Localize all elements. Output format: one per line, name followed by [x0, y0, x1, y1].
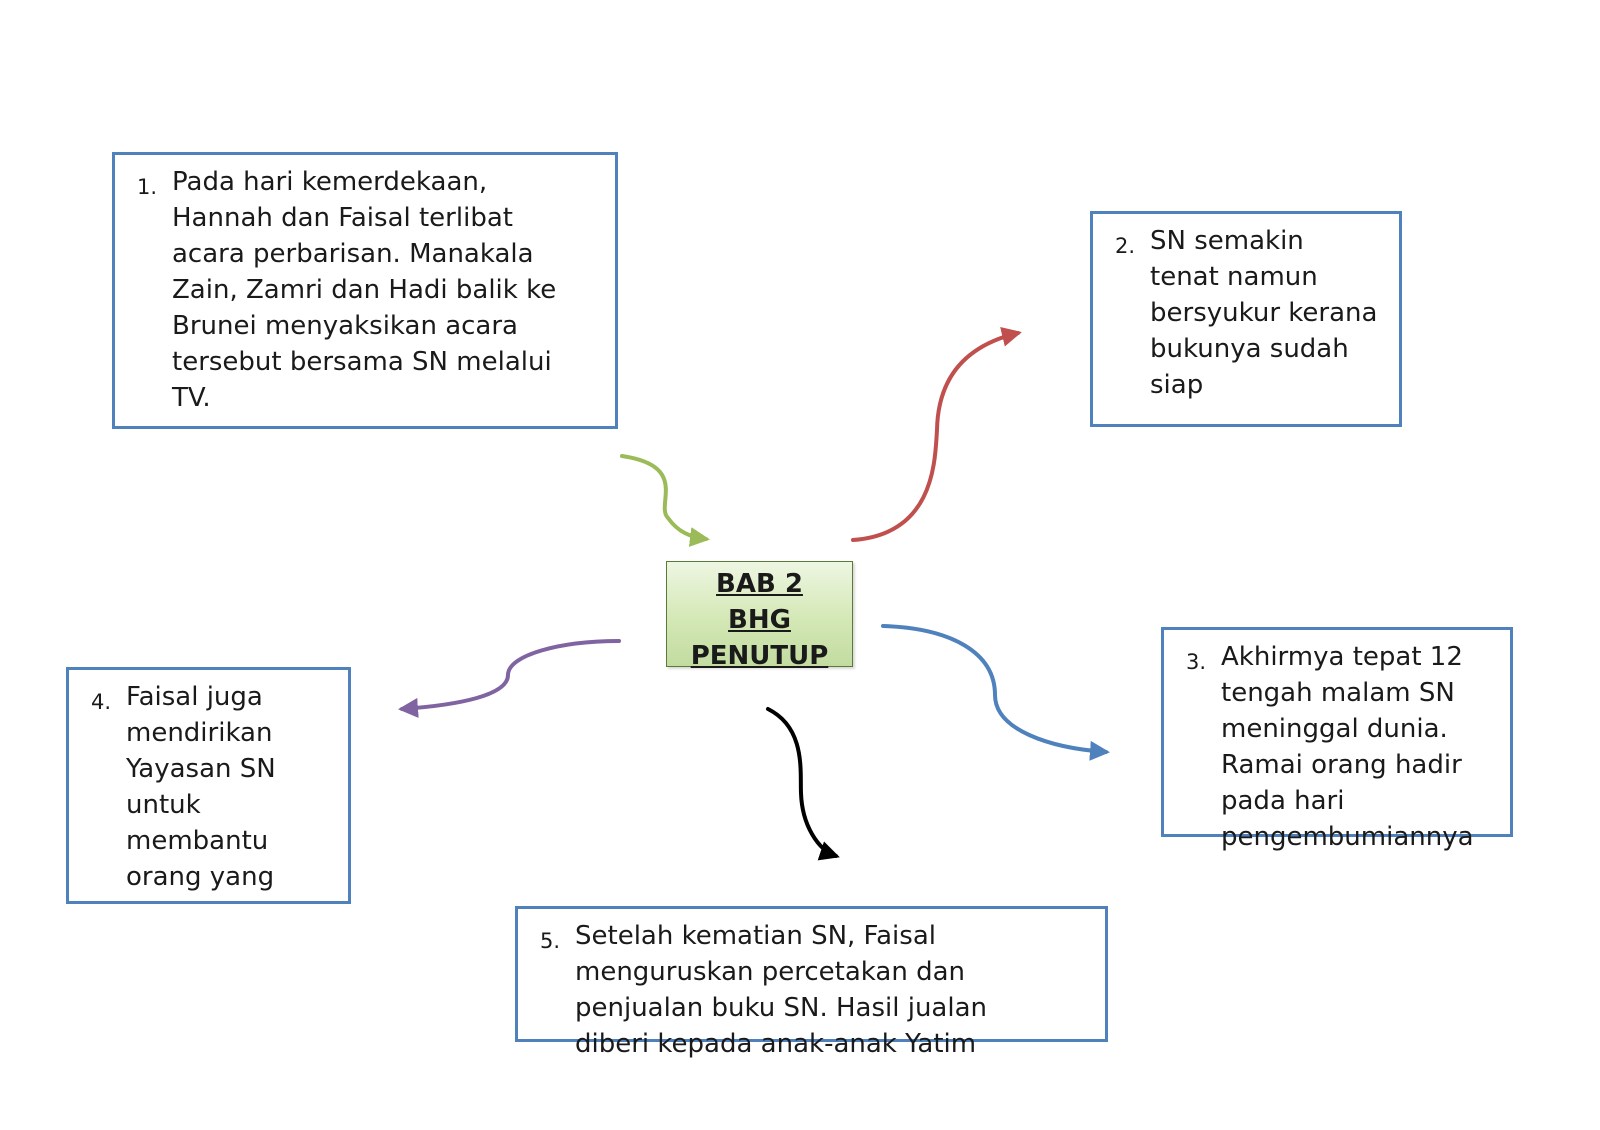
- node-text: Setelah kematian SN, Faisal menguruskan percetakan dan penjualan buku SN. Hasil jualan diberi kepada anak-anak Yatim: [575, 921, 987, 1059]
- node-text: SN semakin tenat namun bersyukur kerana bukunya sudah siap: [1150, 226, 1378, 400]
- node-number: 1.: [137, 175, 158, 199]
- curved-arrow-black-icon: [768, 709, 836, 856]
- node-number: 2.: [1115, 234, 1136, 258]
- node-text: Pada hari kemerdekaan, Hannah dan Faisal terlibat acara perbarisan. Manakala Zain, Zamri dan Hadi balik ke Brunei menyaksikan acara tersebut bersama SN melalui TV.: [172, 167, 557, 413]
- center-node: [666, 561, 853, 671]
- node-box-1: [112, 152, 618, 429]
- center-title: BAB 2 BHG PENUTUP: [690, 569, 829, 671]
- node-box-3: [1161, 627, 1513, 852]
- node-box-5: [515, 906, 1108, 1059]
- node-number: 5.: [540, 929, 561, 953]
- node-number: 3.: [1186, 650, 1207, 674]
- curved-arrow-red-icon: [853, 333, 1018, 540]
- curved-arrow-blue-icon: [883, 626, 1106, 752]
- curved-arrow-green-icon: [622, 456, 706, 539]
- node-number: 4.: [91, 690, 112, 714]
- node-text: Akhirmya tepat 12 tengah malam SN meninggal dunia. Ramai orang hadir pada hari pengembumiannya: [1221, 642, 1474, 852]
- curved-arrow-purple-icon: [402, 641, 619, 709]
- node-text: Faisal juga mendirikan Yayasan SN untuk membantu orang yang: [126, 682, 276, 892]
- node-box-2: [1090, 211, 1402, 427]
- node-box-4: [66, 667, 351, 904]
